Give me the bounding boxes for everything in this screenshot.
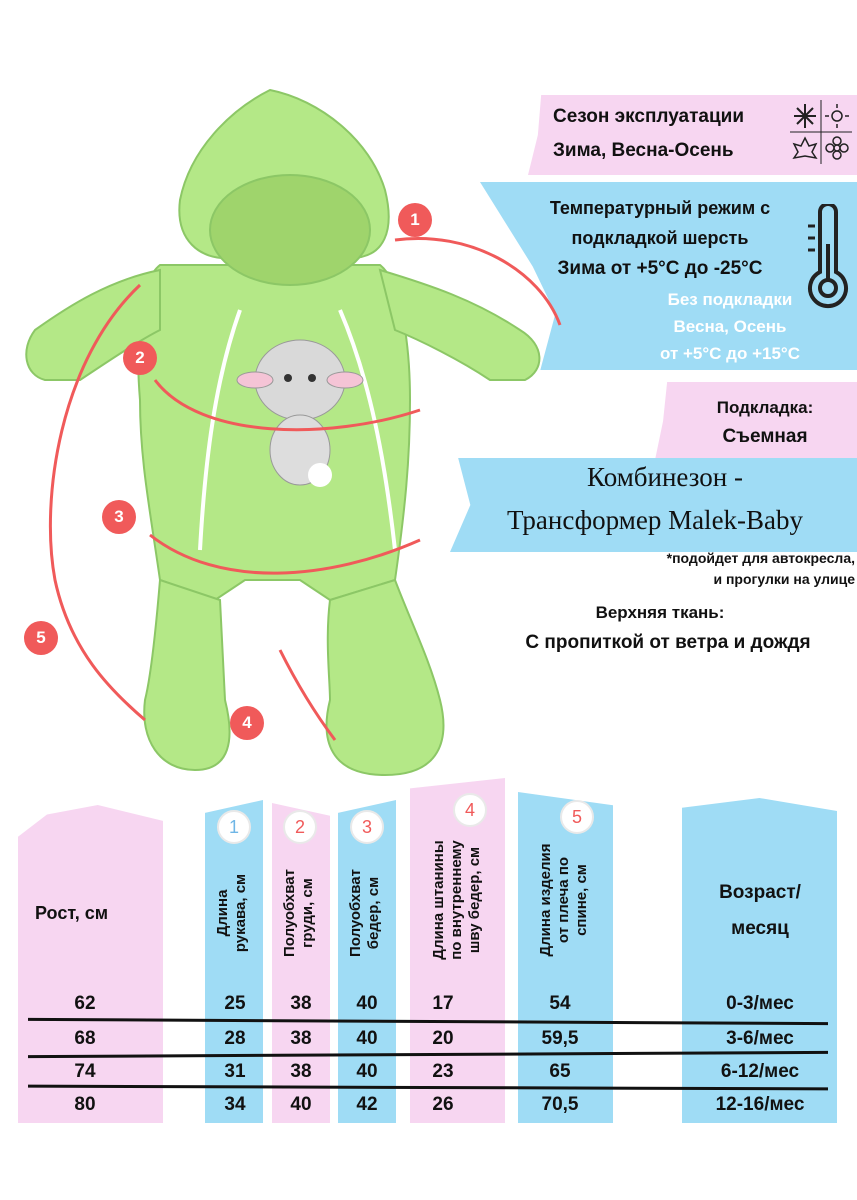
cell-chest: 40 (290, 1094, 312, 1115)
cell-hips: 40 (356, 1028, 378, 1049)
season-value: Зима, Весна-Осень (553, 140, 734, 161)
cell-inseam: 26 (432, 1094, 454, 1115)
cell-age: 3-6/мес (726, 1028, 794, 1049)
header-inseam: Длина штанины по внутреннему шву бедер, см (430, 840, 483, 960)
product-title-1: Комбинезон - (587, 462, 743, 492)
temp-range: от +5°С до +15°С (659, 344, 800, 363)
cell-hips: 42 (356, 1094, 378, 1115)
sun-icon (825, 104, 849, 128)
cell-inseam: 23 (432, 1061, 454, 1082)
temp-title-1: Температурный режим с (549, 198, 771, 218)
marker-1: 1 (398, 203, 432, 237)
temp-title-2: подкладкой шерсть (571, 228, 749, 248)
cell-sleeve: 28 (224, 1028, 246, 1049)
column-badge-5: 5 (560, 800, 594, 834)
season-icons (790, 100, 852, 164)
cell-age: 12-16/мес (715, 1094, 805, 1115)
cell-height: 80 (74, 1094, 96, 1115)
header-age: Возраст/ месяц (719, 882, 801, 939)
cell-chest: 38 (290, 1028, 312, 1049)
header-sleeve: Длина рукава, см (214, 873, 249, 953)
marker-2: 2 (123, 341, 157, 375)
product-title-2: Трансформер Malek-Baby (506, 505, 804, 535)
marker-4: 4 (230, 706, 264, 740)
column-badge-1: 1 (217, 810, 251, 844)
header-height: Рост, см (35, 903, 109, 923)
temp-no-lining: Без подкладки (667, 290, 793, 309)
cell-height: 68 (74, 1028, 96, 1049)
lining-banner (655, 382, 857, 460)
cell-chest: 38 (290, 993, 312, 1014)
cell-sleeve: 25 (224, 993, 246, 1014)
cell-age: 6-12/мес (720, 1061, 800, 1082)
flower-icon (826, 137, 848, 159)
product-note-1: *подойдет для автокресла, (666, 550, 855, 566)
header-chest: Полуобхват груди, см (281, 869, 316, 957)
cell-length: 65 (549, 1061, 571, 1082)
leaf-icon (794, 138, 816, 158)
cell-hips: 40 (356, 993, 378, 1014)
cell-age: 0-3/мес (726, 993, 794, 1014)
cell-hips: 40 (356, 1061, 378, 1082)
jumpsuit-image (0, 80, 600, 780)
fabric-title: Верхняя ткань: (595, 603, 725, 622)
column-badge-2: 2 (283, 810, 317, 844)
lining-title: Подкладка: (716, 398, 814, 417)
product-note-2: и прогулки на улице (713, 571, 855, 587)
cell-length: 70,5 (541, 1094, 579, 1115)
column-badge-4: 4 (453, 793, 487, 827)
season-title: Сезон эксплуатации (553, 106, 745, 127)
cell-length: 59,5 (541, 1028, 579, 1049)
cell-inseam: 20 (432, 1028, 454, 1049)
cell-sleeve: 31 (224, 1061, 246, 1082)
cell-chest: 38 (290, 1061, 312, 1082)
lining-value: Съемная (722, 426, 808, 447)
cell-inseam: 17 (432, 993, 454, 1014)
thermometer-icon (805, 204, 851, 314)
marker-5: 5 (24, 621, 58, 655)
temp-spring-autumn: Весна, Осень (673, 317, 787, 336)
header-length: Длина изделия от плеча по спине, см (537, 843, 590, 957)
cell-height: 74 (74, 1061, 96, 1082)
snowflake-icon (794, 104, 816, 128)
cell-height: 62 (74, 993, 96, 1014)
column-badge-3: 3 (350, 810, 384, 844)
marker-3: 3 (102, 500, 136, 534)
temp-winter: Зима от +5°С до -25°С (557, 258, 763, 279)
fabric-value: С пропиткой от ветра и дождя (525, 632, 811, 653)
header-hips: Полуобхват бедер, см (347, 869, 382, 957)
cell-length: 54 (549, 993, 571, 1014)
cell-sleeve: 34 (224, 1094, 246, 1115)
